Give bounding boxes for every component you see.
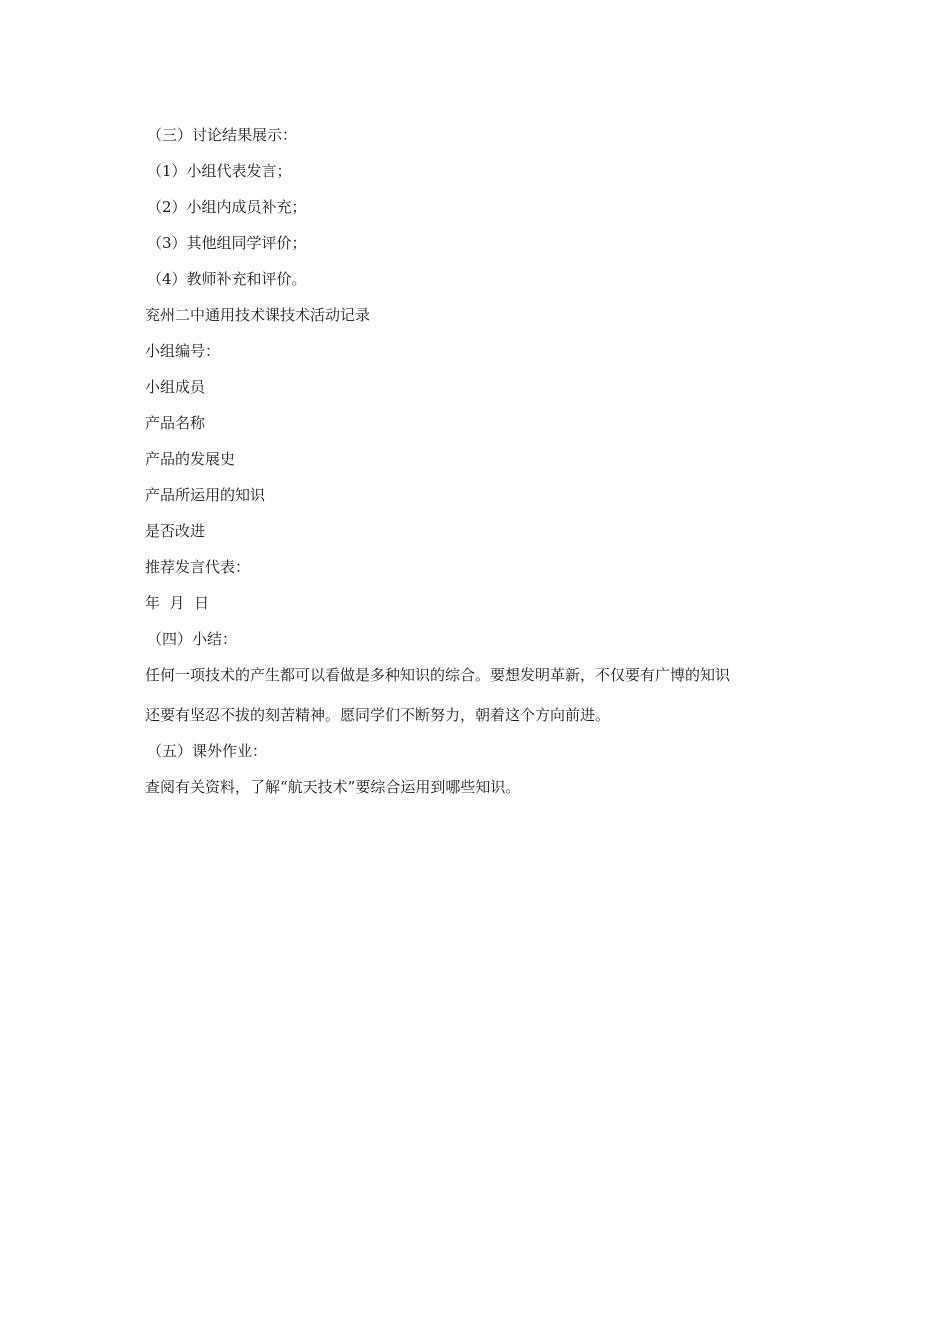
date-line: 年 月 日 <box>145 594 210 612</box>
summary-paragraph <box>145 665 815 725</box>
record-field-representative: 推荐发言代表： <box>145 558 251 576</box>
discussion-item-2: （2）小组内成员补充； <box>147 198 307 216</box>
summary-line-1: 任何一项技术的产生都可以看做是多种知识的综合。要想发明革新，不仅要有广博的知识 <box>145 666 731 684</box>
record-field-product-knowledge: 产品所运用的知识 <box>145 486 266 504</box>
homework-heading: （五）课外作业： <box>147 742 268 760</box>
record-field-improved: 是否改进 <box>145 522 206 540</box>
homework-text: 查阅有关资料，了解“航天技术”要综合运用到哪些知识。 <box>145 778 521 796</box>
summary-heading: （四）小结： <box>147 630 238 648</box>
discussion-item-4: （4）教师补充和评价。 <box>147 270 307 288</box>
document-body <box>145 125 815 813</box>
record-title: 兖州二中通用技术课技术活动记录 <box>145 306 371 324</box>
record-field-product-history: 产品的发展史 <box>145 450 236 468</box>
record-field-group-members: 小组成员 <box>145 378 206 396</box>
discussion-item-3: （3）其他组同学评价； <box>147 234 307 252</box>
discussion-item-1: （1）小组代表发言； <box>147 162 292 180</box>
record-field-group-number: 小组编号： <box>145 342 221 360</box>
summary-line-2: 还要有坚忍不拔的刻苦精神。愿同学们不断努力，朝着这个方向前进。 <box>145 706 611 724</box>
discussion-heading: （三）讨论结果展示： <box>147 126 298 144</box>
record-field-product-name: 产品名称 <box>145 414 206 432</box>
